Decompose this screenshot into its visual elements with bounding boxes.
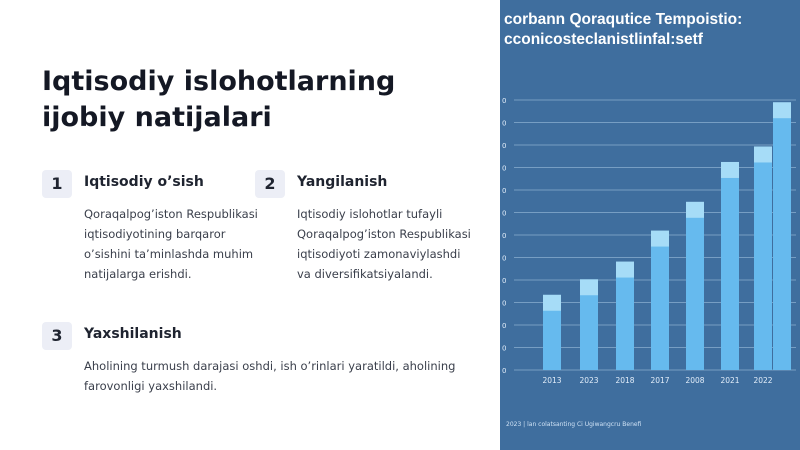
bar-segment <box>616 278 634 370</box>
y-tick-label: 0 <box>502 254 507 263</box>
y-tick-label: 0 <box>502 322 507 330</box>
y-tick-label: 0 <box>502 97 507 105</box>
y-tick-label: 0 <box>502 142 507 150</box>
feature-title: Yangilanish <box>297 174 388 190</box>
feature-number-badge: 3 <box>42 322 72 350</box>
y-tick-label: 0 <box>502 299 507 308</box>
y-tick-label: 0 <box>502 119 507 128</box>
x-tick-label: 2017 <box>650 376 670 385</box>
x-tick-label: 2022 <box>753 376 773 385</box>
feature-title: Yaxshilanish <box>84 326 182 342</box>
bar-chart <box>500 0 800 450</box>
x-tick-label: 2021 <box>720 376 740 385</box>
bar-segment <box>754 162 772 370</box>
bar-segment <box>773 118 791 370</box>
x-tick-label: 2013 <box>542 376 562 385</box>
chart-panel <box>500 0 800 450</box>
bar-segment <box>580 295 598 370</box>
feature-title: Iqtisodiy o’sish <box>84 174 204 190</box>
bar-segment <box>721 178 739 370</box>
chart-footnote: 2023 | lan colatsanting Ci Ugiwangcru Benefi <box>506 421 642 428</box>
x-tick-label: 2018 <box>615 376 635 385</box>
chart-title-line-1: corbann Qoraqutice Tempoistio: <box>504 11 743 28</box>
feature-description: Iqtisodiy islohotlar tufayli Qoraqalpog’iston Respublikasi iqtisodiyoti zamonaviylashdi va diversifikatsiyalandi. <box>297 207 471 281</box>
y-tick-label: 0 <box>502 187 507 195</box>
feature-number-badge: 1 <box>42 170 72 198</box>
bar-segment <box>543 311 561 370</box>
y-tick-label: 0 <box>502 209 507 218</box>
chart-title-line-2: cconicosteclanistlinfal:setf <box>504 31 703 48</box>
bar-segment <box>686 218 704 370</box>
feature-description: Aholining turmush darajasi oshdi, ish o’rinlari yaratildi, aholining farovonligi yaxshilandi. <box>84 359 456 393</box>
y-tick-label: 0 <box>502 367 507 375</box>
x-tick-label: 2023 <box>579 376 599 385</box>
y-tick-label: 0 <box>502 164 507 173</box>
feature-description: Qoraqalpog’iston Respublikasi iqtisodiyotining barqaror o’sishini ta’minlashda muhim natijalarga erishdi. <box>84 207 258 281</box>
feature-number-badge: 2 <box>255 170 285 198</box>
x-tick-label: 2008 <box>685 376 705 385</box>
y-tick-label: 0 <box>502 344 507 353</box>
bar-segment <box>651 247 669 370</box>
y-tick-label: 0 <box>502 277 507 285</box>
y-tick-label: 0 <box>502 232 507 240</box>
page-title: Iqtisodiy islohotlarning ijobiy natijalari <box>42 66 396 133</box>
